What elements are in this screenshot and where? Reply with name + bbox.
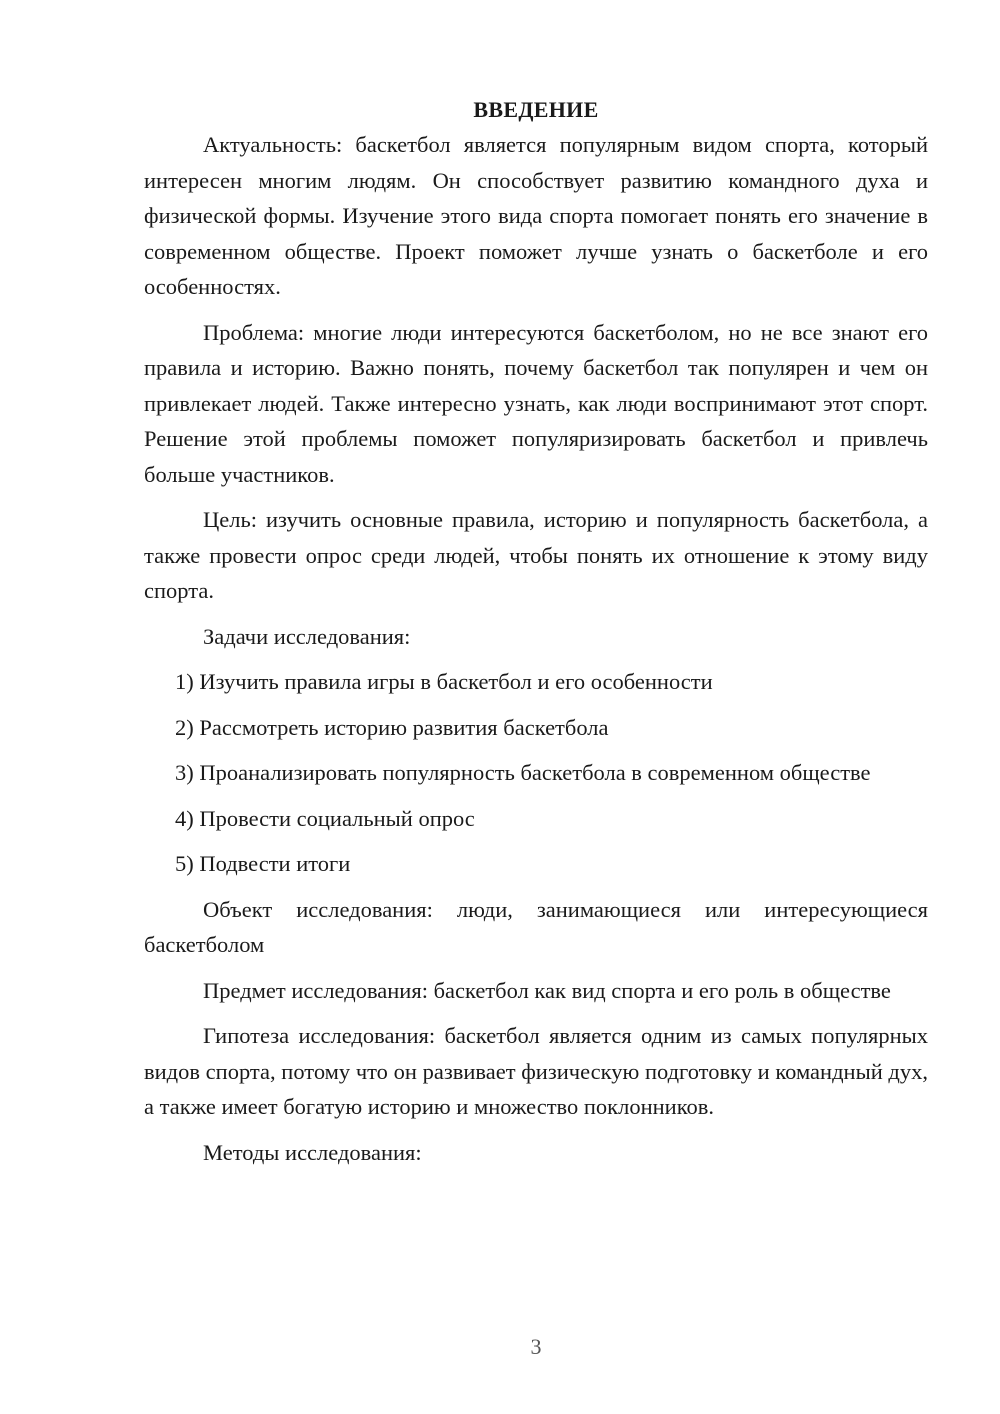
relevance-paragraph: Актуальность: баскетбол является популярным видом спорта, который интересен многим людям. Он способствует развитию командного духа и физической формы. Изучение этого вида спорта помогает понять его значение в современном обществе. Проект поможет лучше узнать о баскетболе и его особенностях. [144, 132, 928, 299]
page-number: 3 [530, 1334, 542, 1359]
problem-paragraph: Проблема: многие люди интересуются баскетболом, но не все знают его правила и историю. Важно понять, почему баскетбол так популярен и чем он привлекает людей. Также интересно узнать, как люди воспринимают этот спорт. Решение этой проблемы поможет популяризировать баскетбол и привлечь больше участников. [144, 319, 928, 487]
hypothesis-paragraph: Гипотеза исследования: баскетбол является одним из самых популярных видов спорта, потому что он развивает физическую подготовку и командный дух, а также имеет богатую историю и множество поклонников. [144, 1023, 928, 1119]
document-page [144, 92, 928, 1180]
task-item: 2) Рассмотреть историю развития баскетбола [175, 714, 609, 740]
section-title: ВВЕДЕНИЕ [473, 97, 599, 122]
goal-paragraph: Цель: изучить основные правила, историю и популярность баскетбола, а также провести опрос среди людей, чтобы понять их отношение к этому виду спорта. [144, 507, 928, 603]
object-paragraph: Объект исследования: люди, занимающиеся или интересующиеся баскетболом [144, 896, 928, 957]
task-item: 4) Провести социальный опрос [175, 805, 475, 831]
subject-paragraph: Предмет исследования: баскетбол как вид спорта и его роль в обществе [203, 977, 891, 1003]
task-item: 1) Изучить правила игры в баскетбол и его особенности [175, 669, 713, 694]
task-item: 5) Подвести итоги [175, 851, 351, 876]
task-item: 3) Проанализировать популярность баскетбола в современном обществе [175, 760, 871, 785]
tasks-heading: Задачи исследования: [203, 623, 411, 649]
methods-heading: Методы исследования: [203, 1139, 422, 1165]
